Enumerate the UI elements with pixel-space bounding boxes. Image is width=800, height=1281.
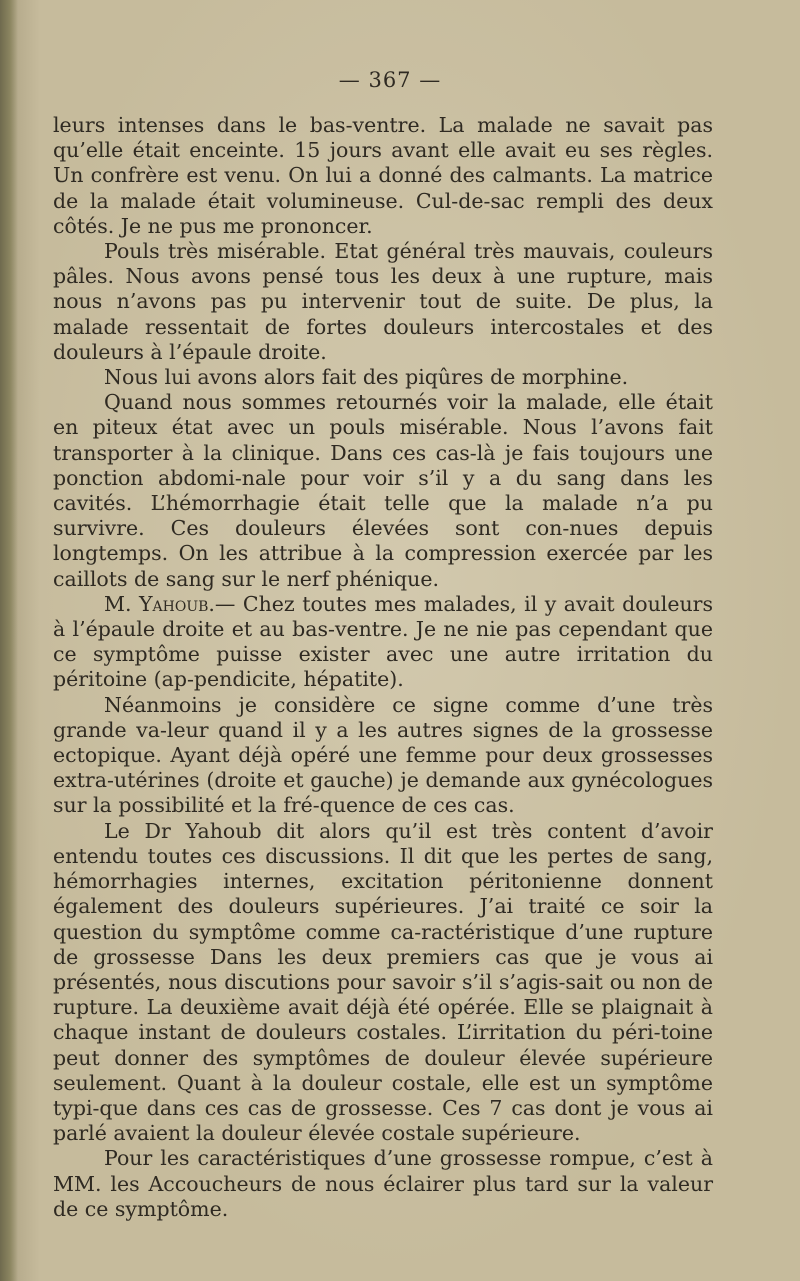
paragraph-6: Néanmoins je considère ce signe comme d’une très grande va-leur quand il y a les autres signes de la grossesse ectopique. Ayant déjà opéré une femme pour deux grossesses extra-utérines (droite et gauche) je demande aux gynécologues sur la possibilité et la fré-quence de ces cas. — [53, 692, 713, 818]
paragraph-4: Quand nous sommes retournés voir la malade, elle était en piteux état avec un pouls misérable. Nous l’avons fait transporter à la clinique. Dans ces cas-là je fais toujours une ponction abdomi-nale pour voir s’il y a du sang dans les cavités. L’hémorrhagie était telle que la malade n’a pu survivre. Ces douleurs élevées sont con-nues depuis longtemps. On les attribue à la compression exercée par les caillots de sang sur le nerf phénique. — [53, 390, 713, 591]
paragraph-2: Pouls très misérable. Etat général très mauvais, couleurs pâles. Nous avons pensé tous les deux à une rupture, mais nous n’avons pas pu intervenir tout de suite. De plus, la malade ressentait de fortes douleurs intercostales et des douleurs à l’épaule droite. — [53, 239, 713, 364]
page-binding-edge — [0, 0, 18, 1281]
paragraph-7: Le Dr Yahoub dit alors qu’il est très content d’avoir entendu toutes ces discussions. Il dit que les pertes de sang, hémorrhagies internes, excitation péritonienne donnent également des douleurs supérieures. J’ai traité ce soir la question du symptôme comme ca-ractéristique d’une rupture de grossesse Dans les deux premiers cas que je vous ai présentés, nous discutions pour savoir s’il s’agis-sait ou non de rupture. La deuxième avait déjà été opérée. Elle se plaignait à chaque instant de douleurs costales. L’irritation du péri-toine peut donner des symptômes de douleur élevée supérieure seulement. Quant à la douleur costale, elle est un symptôme typi-que dans ces cas de grossesse. Ces 7 cas dont je vous ai parlé avaient la douleur élevée costale supérieure. — [53, 818, 713, 1146]
paragraph-3: Nous lui avons alors fait des piqûres de morphine. — [104, 365, 629, 390]
paragraph-5 — [53, 592, 713, 693]
paragraph-1: leurs intenses dans le bas-ventre. La malade ne savait pas qu’elle était enceinte. 15 jours avant elle avait eu ses règles. Un confrère est venu. On lui a donné des calmants. La matrice de la malade était volumineuse. Cul-de-sac rempli des deux côtés. Je ne pus me prononcer. — [53, 113, 713, 238]
paragraph-8: Pour les caractéristiques d’une grossesse rompue, c’est à MM. les Accoucheurs de nous éclairer plus tard sur la valeur de ce symptôme. — [53, 1146, 713, 1221]
speaker-name: M. Yahoub. — [104, 591, 215, 616]
paragraph-5-text: — Chez toutes mes malades, il y avait douleurs à l’épaule droite et au bas-ventre. Je ne nie pas cependant que ce symptôme puisse exister avec une autre irritation du péritoine (ap-pendicite, hépatite). — [53, 591, 713, 692]
body-text — [53, 113, 713, 1222]
page-number: — 367 — — [338, 68, 442, 92]
